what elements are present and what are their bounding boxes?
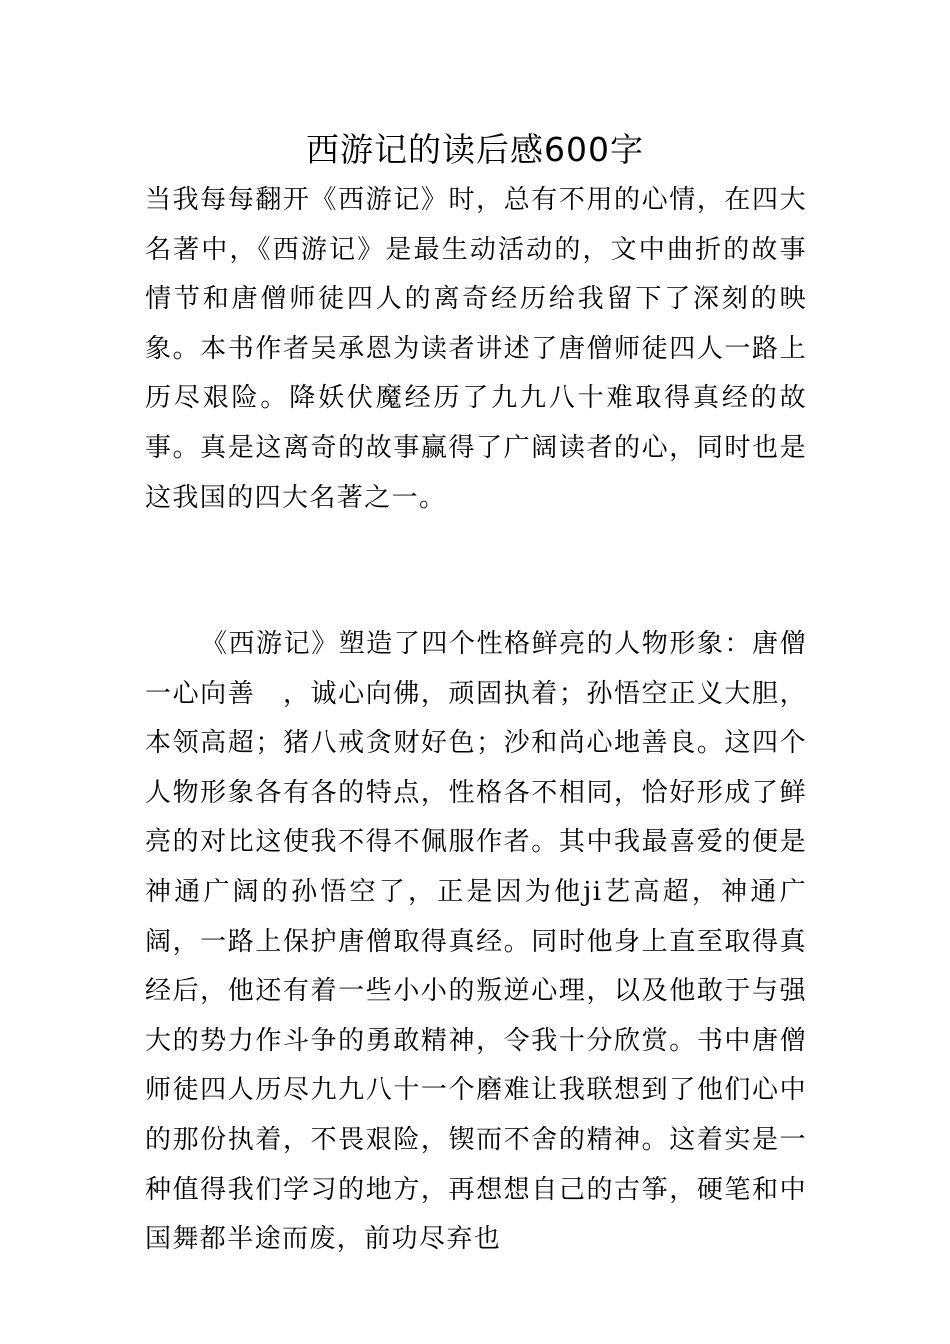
paragraph-intro: 当我每每翻开《西游记》时，总有不用的心情，在四大名著中，《西游记》是最生动活动的，文中曲折的故事情节和唐僧师徒四人的离奇经历给我留下了深刻的映象。本书作者吴承恩为读者讲述了唐僧师徒四人一路上历尽艰险。降妖伏魔经历了九九八十难取得真经的故事。真是这离奇的故事赢得了广阔读者的心，同时也是这我国的四大名著之一。 <box>145 185 807 513</box>
document-title: 西游记的读后感600字 <box>306 130 644 169</box>
paragraph-characters: 《西游记》塑造了四个性格鲜亮的人物形象：唐僧一心向善 ，诚心向佛，顽固执着；孙悟空正义大胆，本领高超；猪八戒贪财好色；沙和尚心地善良。这四个人物形象各有各的特点，性格各不相同，恰好形成了鲜亮的对比这使我不得不佩服作者。其中我最喜爱的便是神通广阔的孙悟空了，正是因为他ji艺高超，神通广阔，一路上保护唐僧取得真经。同时他身上直至取得真经后，他还有着一些小小的叛逆心理，以及他敢于与强大的势力作斗争的勇敢精神，令我十分欣赏。书中唐僧师徒四人历尽九九八十一个磨难让我联想到了他们心中的那份执着，不畏艰险，锲而不舍的精神。这着实是一种值得我们学习的地方，再想想自己的古筝，硬笔和中国舞都半途而废，前功尽弃也 <box>145 629 807 1255</box>
